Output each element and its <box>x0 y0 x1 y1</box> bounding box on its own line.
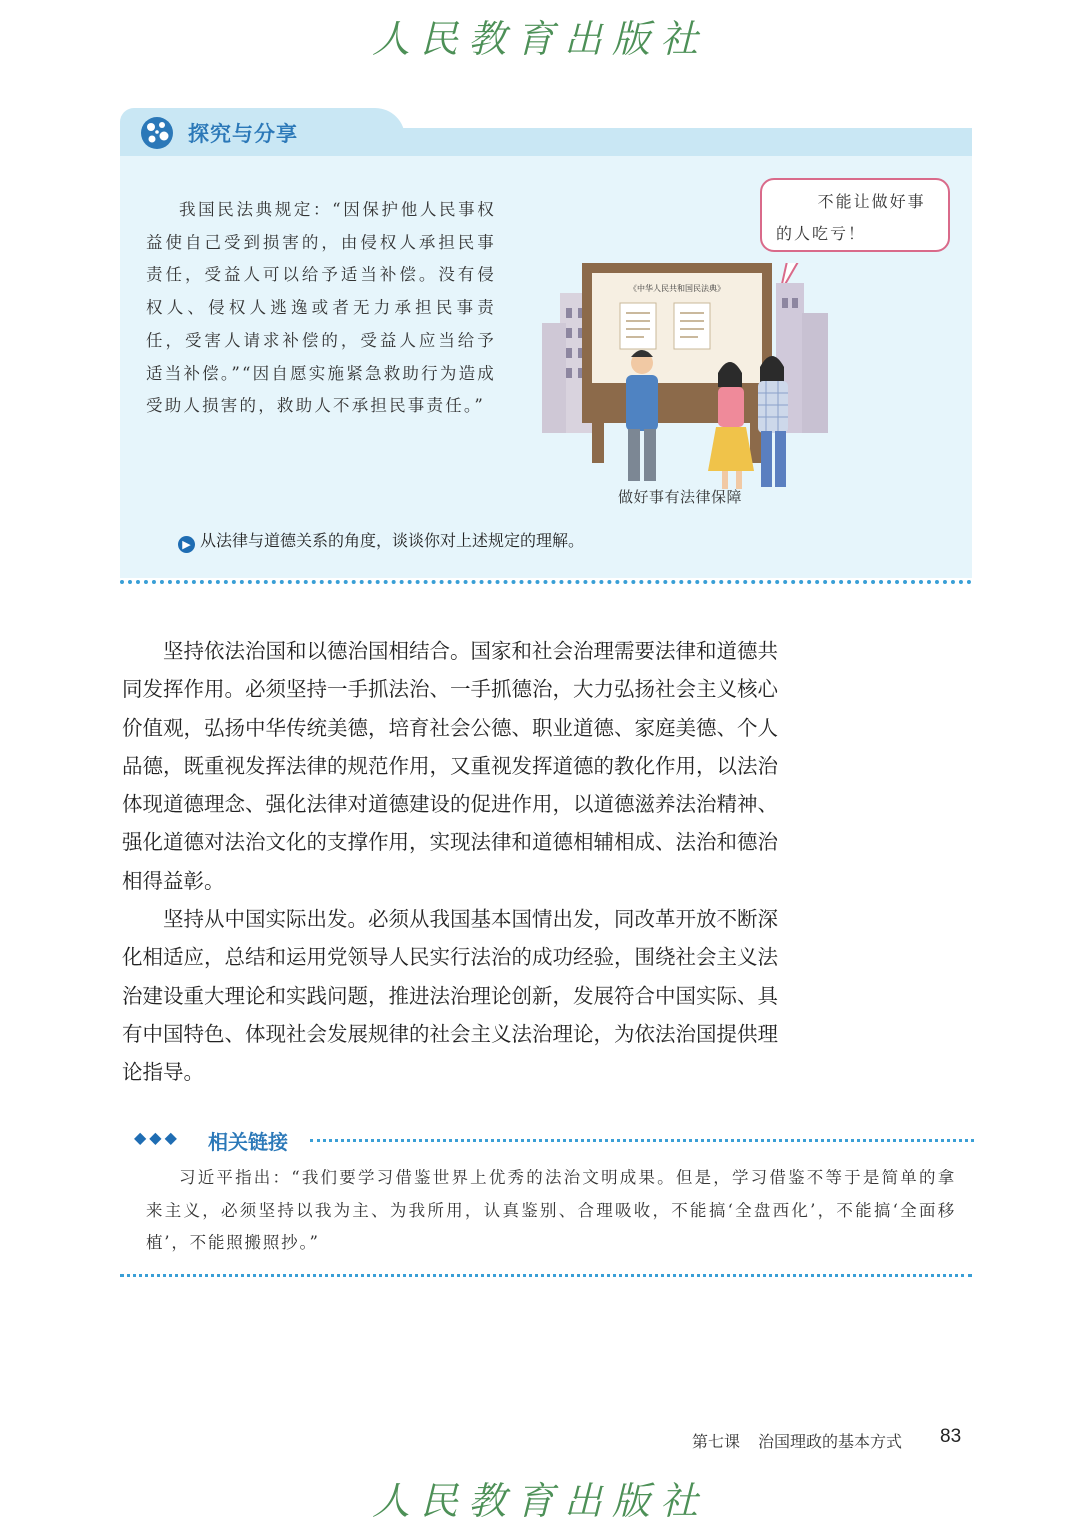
question-text: 从法律与道德关系的角度，谈谈你对上述规定的理解。 <box>200 531 585 550</box>
explore-dotted-border <box>120 580 972 584</box>
page-footer <box>692 1429 902 1452</box>
related-links-dotted-line <box>310 1139 974 1142</box>
related-links-text: 习近平指出：“我们要学习借鉴世界上优秀的法治文明成果。但是，学习借鉴不等于是简单的拿来主义，必须坚持以我为主、为我所用，认真鉴别、合理吸收，不能搞‘全盘西化’，不能搞‘全面移植’，不能照搬照抄。” <box>146 1168 956 1252</box>
publisher-logo-top: 人民教育出版社 <box>371 17 708 61</box>
board-title: 《中华人民共和国民法典》 <box>629 284 725 293</box>
related-links-title: 相关链接 <box>208 1130 288 1154</box>
diamond-icons: ◆◆◆ <box>134 1128 180 1147</box>
paragraph-china-reality: 坚持从中国实际出发。必须从我国基本国情出发，同改革开放不断深化相适应，总结和运用党领导人民实行法治的成功经验，围绕社会主义法治建设重大理论和实践问题，推进法治理论创新，发展符合中国实际、具有中国特色、体现社会发展规律的社会主义法治理论，为依法治国提供理论指导。 <box>122 907 778 1085</box>
explore-title: 探究与分享 <box>188 122 298 146</box>
related-links-header <box>134 1126 974 1156</box>
paragraph-rule-of-law-and-virtue: 坚持依法治国和以德治国相结合。国家和社会治理需要法律和道德共同发挥作用。必须坚持一手抓法治、一手抓德治，大力弘扬社会主义核心价值观，弘扬中华传统美德，培育社会公德、职业道德、家庭美德、个人品德，既重视发挥法律的规范作用，又重视发挥道德的教化作用，以法治体现道德理念、强化法律对道德建设的促进作用，以道德滋养法治精神、强化道德对法治文化的支撑作用，实现法律和道德相辅相成、法治和德治相得益彰。 <box>122 639 778 893</box>
illustration-notice-board <box>540 263 840 493</box>
civil-code-excerpt: 我国民法典规定：“因保护他人民事权益使自己受到损害的，由侵权人承担民事责任，受益人可以给予适当补偿。没有侵权人、侵权人逃逸或者无力承担民事责任，受害人请求补偿的，受益人应当给予适当补偿。”“因自愿实施紧急救助行为造成受助人损害的，救助人不承担民事责任。” <box>146 200 496 416</box>
lesson-number: 第七课 <box>692 1432 741 1451</box>
related-links-bottom-border <box>120 1274 972 1277</box>
speech-bubble <box>760 178 950 252</box>
discussion-question <box>178 528 584 553</box>
explore-icon <box>140 116 174 150</box>
illustration-caption: 做好事有法律保障 <box>618 488 743 506</box>
lesson-title: 治国理政的基本方式 <box>758 1432 903 1451</box>
speech-text: 不能让做好事的人吃亏！ <box>776 192 926 243</box>
explore-share-box <box>120 108 972 586</box>
publisher-logo-bottom: 人民教育出版社 <box>371 1479 708 1523</box>
main-text <box>122 632 778 1092</box>
page-number: 83 <box>940 1426 962 1447</box>
play-arrow-icon: ▶ <box>178 536 195 553</box>
